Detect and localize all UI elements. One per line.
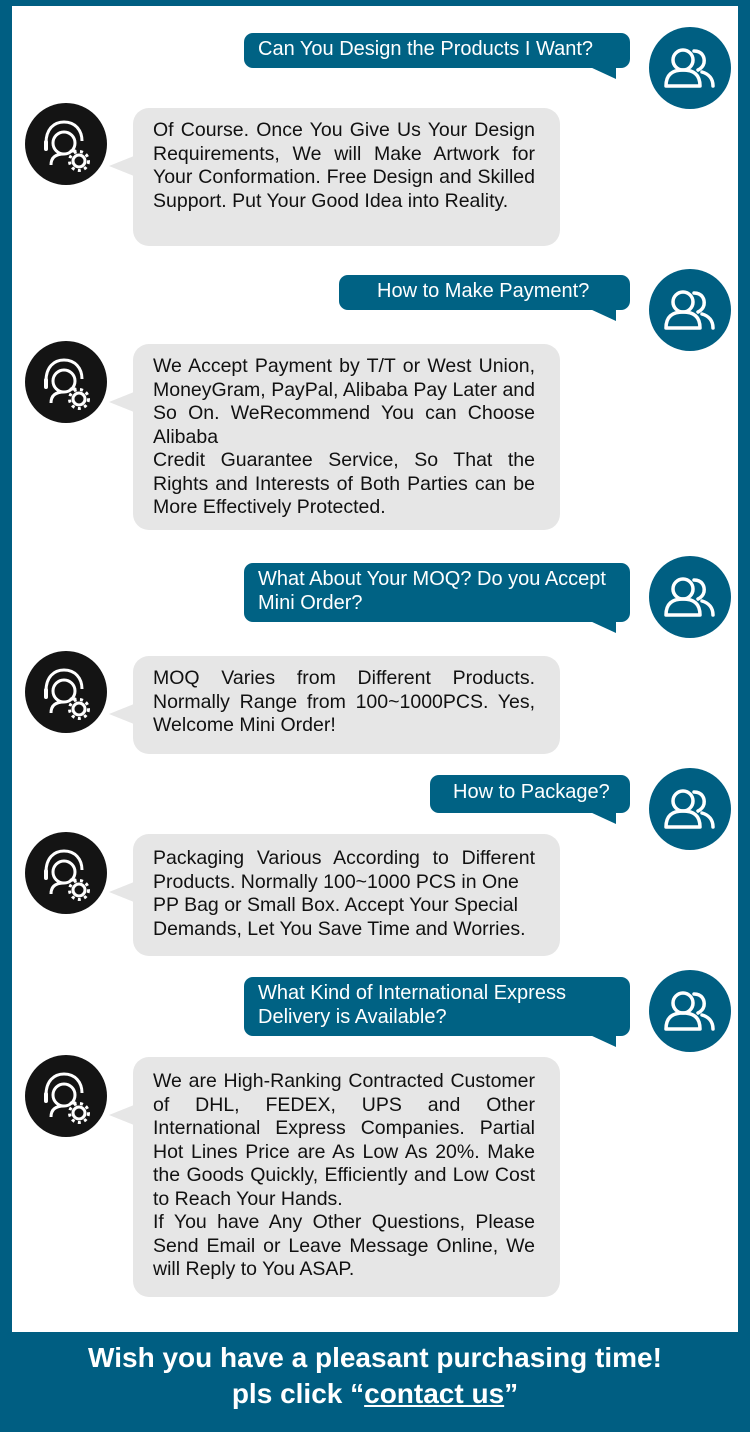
question-bubble-2: [339, 275, 630, 310]
question-text: How to Package?: [453, 781, 610, 803]
question-text: Mini Order?: [258, 592, 363, 614]
support-avatar-4: [25, 832, 107, 914]
answer-text: We are High-Ranking Contracted Customer of DHL, FEDEX, UPS and Other International Express Companies. Partial Hot Lines Price are As Low As 20%. Make the Goods Quickly, Efficiently and Low Cost to Reach Your Hands.: [153, 1070, 535, 1210]
customer-user-icon: [649, 768, 731, 850]
question-bubble-4: [430, 775, 630, 813]
customer-avatar-1: [649, 27, 731, 109]
support-avatar-2: [25, 341, 107, 423]
question-bubble-3: [244, 563, 630, 622]
customer-user-icon: [649, 27, 731, 109]
support-avatar-3: [25, 651, 107, 733]
customer-service-headset-icon: [25, 341, 107, 423]
answer-text: Demands, Let You Save Time and Worries.: [153, 917, 526, 940]
support-avatar-1: [25, 103, 107, 185]
customer-user-icon: [649, 269, 731, 351]
question-text: Can You Design the Products I Want?: [258, 38, 594, 60]
customer-service-headset-icon: [25, 651, 107, 733]
footer-cta: [0, 1376, 750, 1412]
question-text: How to Make Payment?: [377, 280, 590, 302]
customer-service-headset-icon: [25, 103, 107, 185]
footer-greeting: Wish you have a pleasant purchasing time!: [88, 1342, 662, 1373]
answer-bubble-1: [133, 108, 560, 246]
answer-text: Packaging Various According to Different Products. Normally 100~1000 PCS in One: [153, 847, 535, 893]
contact-us-link[interactable]: contact us: [364, 1378, 505, 1409]
customer-avatar-5: [649, 970, 731, 1052]
support-avatar-5: [25, 1055, 107, 1137]
question-bubble-1: [244, 33, 630, 68]
answer-text: PP Bag or Small Box. Accept Your Special: [153, 894, 518, 916]
question-bubble-5: [244, 977, 630, 1036]
answer-bubble-4: [133, 834, 560, 956]
customer-service-headset-icon: [25, 1055, 107, 1137]
answer-text: If You have Any Other Questions, Please Send Email or Leave Message Online, We will Reply to You ASAP.: [153, 1211, 535, 1280]
footer-banner: [0, 1340, 750, 1412]
customer-avatar-2: [649, 269, 731, 351]
footer-cta-suffix: ”: [504, 1378, 519, 1409]
customer-user-icon: [649, 556, 731, 638]
customer-user-icon: [649, 970, 731, 1052]
customer-avatar-4: [649, 768, 731, 850]
answer-text: MOQ Varies from Different Products. Normally Range from 100~1000PCS. Yes, Welcome Mini Order!: [153, 667, 535, 736]
answer-text: Of Course. Once You Give Us Your Design Requirements, We will Make Artwork for Your Conformation. Free Design and Skilled Support. Put Your Good Idea into Reality.: [153, 119, 535, 212]
question-text: What About Your MOQ? Do you Accept: [258, 568, 606, 590]
answer-bubble-2: [133, 344, 560, 530]
answer-text: We Accept Payment by T/T or West Union, MoneyGram, PayPal, Alibaba Pay Later and So On. WeRecommend You can Choose Alibaba: [153, 355, 535, 448]
answer-bubble-5: [133, 1057, 560, 1297]
question-text: What Kind of International Express: [258, 982, 566, 1004]
answer-bubble-3: [133, 656, 560, 754]
question-text: Delivery is Available?: [258, 1006, 447, 1028]
footer-cta-prefix: pls click “: [231, 1378, 365, 1409]
customer-service-headset-icon: [25, 832, 107, 914]
customer-avatar-3: [649, 556, 731, 638]
answer-text: Credit Guarantee Service, So That the Rights and Interests of Both Parties can be More Effectively Protected.: [153, 449, 535, 518]
